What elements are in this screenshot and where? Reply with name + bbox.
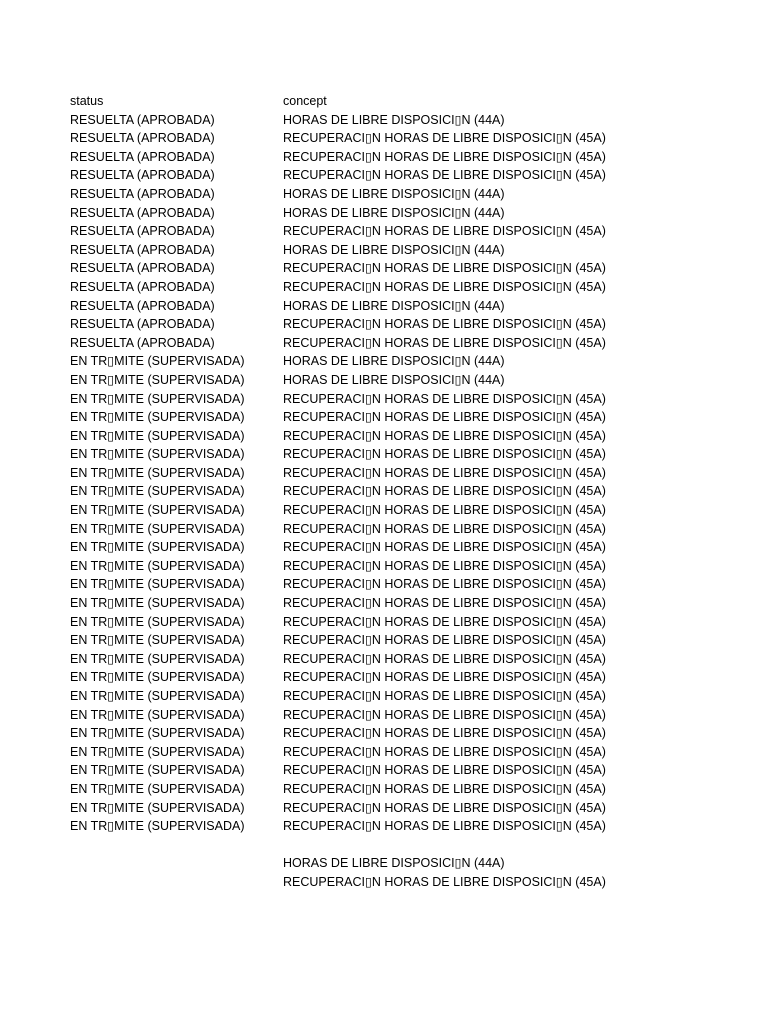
table-row bbox=[70, 185, 730, 204]
concept-cell: HORAS DE LIBRE DISPOSICI▯N (44A) bbox=[283, 298, 505, 313]
spreadsheet-table bbox=[70, 92, 730, 892]
concept-cell: RECUPERACI▯N HORAS DE LIBRE DISPOSICI▯N (45A) bbox=[283, 614, 606, 629]
table-row bbox=[70, 799, 730, 818]
status-cell: RESUELTA (APROBADA) bbox=[70, 224, 215, 239]
table-row bbox=[70, 427, 730, 446]
concept-cell: HORAS DE LIBRE DISPOSICI▯N (44A) bbox=[283, 856, 505, 871]
concept-cell: RECUPERACI▯N HORAS DE LIBRE DISPOSICI▯N (45A) bbox=[283, 707, 606, 722]
concept-cell: RECUPERACI▯N HORAS DE LIBRE DISPOSICI▯N (45A) bbox=[283, 633, 606, 648]
status-cell: EN TR▯MITE (SUPERVISADA) bbox=[70, 707, 245, 722]
concept-cell: RECUPERACI▯N HORAS DE LIBRE DISPOSICI▯N (45A) bbox=[283, 410, 606, 425]
concept-cell: RECUPERACI▯N HORAS DE LIBRE DISPOSICI▯N (45A) bbox=[283, 744, 606, 759]
table-row bbox=[70, 538, 730, 557]
concept-cell: HORAS DE LIBRE DISPOSICI▯N (44A) bbox=[283, 354, 505, 369]
status-cell: EN TR▯MITE (SUPERVISADA) bbox=[70, 428, 245, 443]
table-row bbox=[70, 222, 730, 241]
table-row bbox=[70, 129, 730, 148]
concept-cell: RECUPERACI▯N HORAS DE LIBRE DISPOSICI▯N (45A) bbox=[283, 540, 606, 555]
concept-cell: HORAS DE LIBRE DISPOSICI▯N (44A) bbox=[283, 242, 505, 257]
status-cell: RESUELTA (APROBADA) bbox=[70, 298, 215, 313]
table-row bbox=[70, 408, 730, 427]
concept-cell: RECUPERACI▯N HORAS DE LIBRE DISPOSICI▯N (45A) bbox=[283, 558, 606, 573]
concept-cell: RECUPERACI▯N HORAS DE LIBRE DISPOSICI▯N (45A) bbox=[283, 279, 606, 294]
table-row bbox=[70, 780, 730, 799]
table-row bbox=[70, 761, 730, 780]
table-row bbox=[70, 390, 730, 409]
table-row bbox=[70, 166, 730, 185]
table-row bbox=[70, 482, 730, 501]
concept-cell: HORAS DE LIBRE DISPOSICI▯N (44A) bbox=[283, 205, 505, 220]
status-cell: EN TR▯MITE (SUPERVISADA) bbox=[70, 521, 245, 536]
table-row bbox=[70, 204, 730, 223]
table-row bbox=[70, 371, 730, 390]
status-cell: EN TR▯MITE (SUPERVISADA) bbox=[70, 763, 245, 778]
status-cell: RESUELTA (APROBADA) bbox=[70, 149, 215, 164]
concept-cell: RECUPERACI▯N HORAS DE LIBRE DISPOSICI▯N (45A) bbox=[283, 819, 606, 834]
concept-cell: HORAS DE LIBRE DISPOSICI▯N (44A) bbox=[283, 112, 505, 127]
table-row bbox=[70, 241, 730, 260]
concept-cell: RECUPERACI▯N HORAS DE LIBRE DISPOSICI▯N (45A) bbox=[283, 428, 606, 443]
concept-cell: RECUPERACI▯N HORAS DE LIBRE DISPOSICI▯N (45A) bbox=[283, 670, 606, 685]
table-row bbox=[70, 278, 730, 297]
concept-cell bbox=[283, 836, 730, 855]
status-cell: RESUELTA (APROBADA) bbox=[70, 131, 215, 146]
status-cell: EN TR▯MITE (SUPERVISADA) bbox=[70, 447, 245, 462]
concept-cell: RECUPERACI▯N HORAS DE LIBRE DISPOSICI▯N (45A) bbox=[283, 317, 606, 332]
table-row bbox=[70, 724, 730, 743]
status-cell: EN TR▯MITE (SUPERVISADA) bbox=[70, 670, 245, 685]
table-row bbox=[70, 743, 730, 762]
status-cell: EN TR▯MITE (SUPERVISADA) bbox=[70, 596, 245, 611]
concept-cell: RECUPERACI▯N HORAS DE LIBRE DISPOSICI▯N (45A) bbox=[283, 503, 606, 518]
concept-cell: HORAS DE LIBRE DISPOSICI▯N (44A) bbox=[283, 372, 505, 387]
status-cell: EN TR▯MITE (SUPERVISADA) bbox=[70, 372, 245, 387]
table-row bbox=[70, 445, 730, 464]
status-cell: EN TR▯MITE (SUPERVISADA) bbox=[70, 726, 245, 741]
concept-cell: RECUPERACI▯N HORAS DE LIBRE DISPOSICI▯N (45A) bbox=[283, 800, 606, 815]
table-row bbox=[70, 111, 730, 130]
table-row bbox=[70, 613, 730, 632]
status-cell: EN TR▯MITE (SUPERVISADA) bbox=[70, 503, 245, 518]
status-cell bbox=[70, 854, 283, 873]
table-row bbox=[70, 817, 730, 836]
table-row bbox=[70, 873, 730, 892]
status-cell: EN TR▯MITE (SUPERVISADA) bbox=[70, 614, 245, 629]
table-row bbox=[70, 259, 730, 278]
status-cell: EN TR▯MITE (SUPERVISADA) bbox=[70, 540, 245, 555]
concept-cell: RECUPERACI▯N HORAS DE LIBRE DISPOSICI▯N (45A) bbox=[283, 726, 606, 741]
status-cell: EN TR▯MITE (SUPERVISADA) bbox=[70, 484, 245, 499]
status-cell: RESUELTA (APROBADA) bbox=[70, 279, 215, 294]
table-row bbox=[70, 836, 730, 855]
status-cell: RESUELTA (APROBADA) bbox=[70, 242, 215, 257]
table-row bbox=[70, 594, 730, 613]
table-row bbox=[70, 687, 730, 706]
concept-cell: RECUPERACI▯N HORAS DE LIBRE DISPOSICI▯N (45A) bbox=[283, 763, 606, 778]
header-row bbox=[70, 92, 730, 111]
status-cell: RESUELTA (APROBADA) bbox=[70, 168, 215, 183]
status-cell: RESUELTA (APROBADA) bbox=[70, 335, 215, 350]
table-row bbox=[70, 520, 730, 539]
status-cell: EN TR▯MITE (SUPERVISADA) bbox=[70, 410, 245, 425]
concept-cell: RECUPERACI▯N HORAS DE LIBRE DISPOSICI▯N (45A) bbox=[283, 391, 606, 406]
concept-cell: RECUPERACI▯N HORAS DE LIBRE DISPOSICI▯N (45A) bbox=[283, 577, 606, 592]
status-cell bbox=[70, 873, 283, 892]
table-row bbox=[70, 148, 730, 167]
status-cell bbox=[70, 836, 283, 855]
concept-cell: RECUPERACI▯N HORAS DE LIBRE DISPOSICI▯N (45A) bbox=[283, 168, 606, 183]
status-cell: EN TR▯MITE (SUPERVISADA) bbox=[70, 465, 245, 480]
table-row bbox=[70, 352, 730, 371]
concept-cell: RECUPERACI▯N HORAS DE LIBRE DISPOSICI▯N (45A) bbox=[283, 781, 606, 796]
concept-cell: RECUPERACI▯N HORAS DE LIBRE DISPOSICI▯N (45A) bbox=[283, 465, 606, 480]
concept-cell: RECUPERACI▯N HORAS DE LIBRE DISPOSICI▯N (45A) bbox=[283, 874, 606, 889]
status-cell: RESUELTA (APROBADA) bbox=[70, 205, 215, 220]
status-cell: EN TR▯MITE (SUPERVISADA) bbox=[70, 689, 245, 703]
status-cell: RESUELTA (APROBADA) bbox=[70, 261, 215, 276]
table-row bbox=[70, 854, 730, 873]
status-cell: EN TR▯MITE (SUPERVISADA) bbox=[70, 800, 245, 815]
concept-cell: RECUPERACI▯N HORAS DE LIBRE DISPOSICI▯N (45A) bbox=[283, 651, 606, 666]
status-cell: EN TR▯MITE (SUPERVISADA) bbox=[70, 391, 245, 406]
status-cell: EN TR▯MITE (SUPERVISADA) bbox=[70, 354, 245, 369]
concept-cell: RECUPERACI▯N HORAS DE LIBRE DISPOSICI▯N (45A) bbox=[283, 224, 606, 239]
status-cell: EN TR▯MITE (SUPERVISADA) bbox=[70, 651, 245, 666]
status-cell: EN TR▯MITE (SUPERVISADA) bbox=[70, 819, 245, 834]
concept-cell: HORAS DE LIBRE DISPOSICI▯N (44A) bbox=[283, 186, 505, 201]
table-row bbox=[70, 501, 730, 520]
header-concept: concept bbox=[283, 94, 327, 108]
table-row bbox=[70, 631, 730, 650]
concept-cell: RECUPERACI▯N HORAS DE LIBRE DISPOSICI▯N (45A) bbox=[283, 335, 606, 350]
status-cell: EN TR▯MITE (SUPERVISADA) bbox=[70, 781, 245, 796]
status-cell: EN TR▯MITE (SUPERVISADA) bbox=[70, 744, 245, 759]
concept-cell: RECUPERACI▯N HORAS DE LIBRE DISPOSICI▯N (45A) bbox=[283, 447, 606, 462]
concept-cell: RECUPERACI▯N HORAS DE LIBRE DISPOSICI▯N (45A) bbox=[283, 131, 606, 146]
table-row bbox=[70, 297, 730, 316]
status-cell: RESUELTA (APROBADA) bbox=[70, 186, 215, 201]
table-row bbox=[70, 575, 730, 594]
table-row bbox=[70, 706, 730, 725]
header-status: status bbox=[70, 94, 104, 108]
table-body bbox=[70, 111, 730, 892]
concept-cell: RECUPERACI▯N HORAS DE LIBRE DISPOSICI▯N (45A) bbox=[283, 689, 606, 703]
status-cell: RESUELTA (APROBADA) bbox=[70, 317, 215, 332]
status-cell: EN TR▯MITE (SUPERVISADA) bbox=[70, 577, 245, 592]
table-row bbox=[70, 557, 730, 576]
table-row bbox=[70, 334, 730, 353]
concept-cell: RECUPERACI▯N HORAS DE LIBRE DISPOSICI▯N (45A) bbox=[283, 521, 606, 536]
table-row bbox=[70, 315, 730, 334]
status-cell: EN TR▯MITE (SUPERVISADA) bbox=[70, 558, 245, 573]
status-cell: RESUELTA (APROBADA) bbox=[70, 112, 215, 127]
table-row bbox=[70, 668, 730, 687]
table-row bbox=[70, 650, 730, 669]
concept-cell: RECUPERACI▯N HORAS DE LIBRE DISPOSICI▯N (45A) bbox=[283, 484, 606, 499]
concept-cell: RECUPERACI▯N HORAS DE LIBRE DISPOSICI▯N (45A) bbox=[283, 261, 606, 276]
table-row bbox=[70, 464, 730, 483]
concept-cell: RECUPERACI▯N HORAS DE LIBRE DISPOSICI▯N (45A) bbox=[283, 596, 606, 611]
concept-cell: RECUPERACI▯N HORAS DE LIBRE DISPOSICI▯N (45A) bbox=[283, 149, 606, 164]
status-cell: EN TR▯MITE (SUPERVISADA) bbox=[70, 633, 245, 648]
